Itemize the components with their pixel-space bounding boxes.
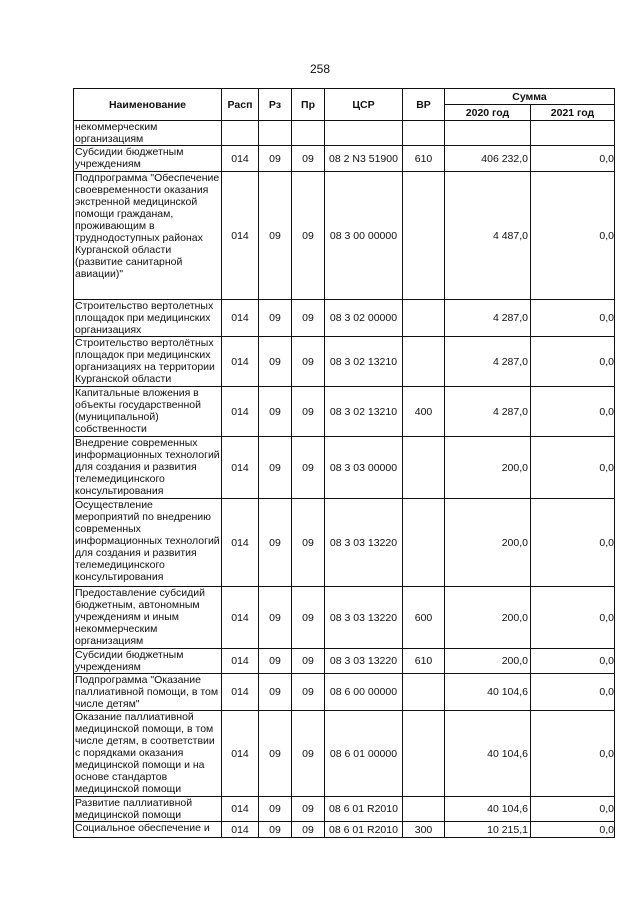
row-name: Капитальные вложения в объекты государственной (муниципальной) собственности bbox=[74, 387, 222, 437]
row-vr bbox=[403, 300, 445, 337]
row-name: Осуществление мероприятий по внедрению современных информационных технологий для создания и развития телемедицинского консультирования bbox=[74, 499, 222, 587]
row-rasp: 014 bbox=[222, 300, 259, 337]
row-rz: 09 bbox=[259, 587, 292, 649]
row-name: некоммерческим организациям bbox=[74, 121, 222, 146]
row-vr bbox=[403, 674, 445, 711]
table-row bbox=[74, 387, 615, 437]
row-vr: 600 bbox=[403, 587, 445, 649]
table-row bbox=[74, 146, 615, 172]
row-csr: 08 2 N3 51900 bbox=[325, 146, 403, 172]
row-sum-2021: 0,0 bbox=[531, 499, 615, 587]
row-rz: 09 bbox=[259, 649, 292, 674]
table-row bbox=[74, 337, 615, 387]
row-rz: 09 bbox=[259, 711, 292, 797]
row-vr bbox=[403, 172, 445, 300]
row-sum-2020: 200,0 bbox=[445, 437, 531, 499]
row-pr: 09 bbox=[292, 797, 325, 822]
row-csr: 08 6 01 R2010 bbox=[325, 797, 403, 822]
row-csr bbox=[325, 121, 403, 146]
table-row bbox=[74, 172, 615, 300]
row-sum-2021: 0,0 bbox=[531, 674, 615, 711]
row-rasp: 014 bbox=[222, 674, 259, 711]
row-rz: 09 bbox=[259, 499, 292, 587]
row-pr bbox=[292, 121, 325, 146]
table-row bbox=[74, 674, 615, 711]
row-rasp: 014 bbox=[222, 499, 259, 587]
row-name: Строительство вертолётных площадок при медицинских организациях на территории Курганской области bbox=[74, 337, 222, 387]
header-rasp: Расп bbox=[222, 89, 259, 121]
row-csr: 08 3 03 00000 bbox=[325, 437, 403, 499]
row-sum-2021 bbox=[531, 121, 615, 146]
row-csr: 08 6 00 00000 bbox=[325, 674, 403, 711]
row-name: Социальное обеспечение и bbox=[74, 822, 222, 838]
row-csr: 08 3 02 13210 bbox=[325, 337, 403, 387]
table-row bbox=[74, 499, 615, 587]
row-rz: 09 bbox=[259, 822, 292, 838]
budget-table bbox=[73, 88, 615, 838]
row-sum-2020: 4 287,0 bbox=[445, 387, 531, 437]
row-rz: 09 bbox=[259, 337, 292, 387]
row-name: Развитие паллиативной медицинской помощи bbox=[74, 797, 222, 822]
row-csr: 08 3 03 13220 bbox=[325, 649, 403, 674]
row-rasp: 014 bbox=[222, 587, 259, 649]
row-rz: 09 bbox=[259, 797, 292, 822]
row-rasp: 014 bbox=[222, 387, 259, 437]
row-vr: 610 bbox=[403, 146, 445, 172]
row-sum-2021: 0,0 bbox=[531, 146, 615, 172]
row-pr: 09 bbox=[292, 300, 325, 337]
row-name: Предоставление субсидий бюджетным, автономным учреждениям и иным некоммерческим организациям bbox=[74, 587, 222, 649]
row-name: Подпрограмма "Обеспечение своевременности оказания экстренной медицинской помощи гражданам, проживающим в труднодоступных районах Курганской области (развитие санитарной авиации)" bbox=[74, 172, 222, 300]
row-pr: 09 bbox=[292, 649, 325, 674]
table-row bbox=[74, 797, 615, 822]
row-sum-2021: 0,0 bbox=[531, 300, 615, 337]
row-sum-2021: 0,0 bbox=[531, 587, 615, 649]
table-row bbox=[74, 300, 615, 337]
header-csr: ЦСР bbox=[325, 89, 403, 121]
row-sum-2020 bbox=[445, 121, 531, 146]
row-pr: 09 bbox=[292, 146, 325, 172]
row-pr: 09 bbox=[292, 711, 325, 797]
row-pr: 09 bbox=[292, 499, 325, 587]
row-pr: 09 bbox=[292, 387, 325, 437]
row-vr bbox=[403, 711, 445, 797]
header-name: Наименование bbox=[74, 89, 222, 121]
row-pr: 09 bbox=[292, 437, 325, 499]
table-row bbox=[74, 649, 615, 674]
row-sum-2020: 4 487,0 bbox=[445, 172, 531, 300]
row-vr: 610 bbox=[403, 649, 445, 674]
row-sum-2020: 4 287,0 bbox=[445, 300, 531, 337]
row-rz bbox=[259, 121, 292, 146]
row-pr: 09 bbox=[292, 587, 325, 649]
row-sum-2020: 200,0 bbox=[445, 499, 531, 587]
row-vr bbox=[403, 337, 445, 387]
header-rz: Рз bbox=[259, 89, 292, 121]
row-csr: 08 3 02 13210 bbox=[325, 387, 403, 437]
row-rz: 09 bbox=[259, 437, 292, 499]
row-name: Субсидии бюджетным учреждениям bbox=[74, 146, 222, 172]
row-rz: 09 bbox=[259, 146, 292, 172]
row-name: Оказание паллиативной медицинской помощи, в том числе детям, в соответствии с порядками оказания медицинской помощи и на основе стандартов медицинской помощи bbox=[74, 711, 222, 797]
row-csr: 08 3 02 00000 bbox=[325, 300, 403, 337]
row-sum-2021: 0,0 bbox=[531, 172, 615, 300]
table-row bbox=[74, 587, 615, 649]
row-sum-2021: 0,0 bbox=[531, 711, 615, 797]
row-name: Подпрограмма "Оказание паллиативной помощи, в том числе детям" bbox=[74, 674, 222, 711]
row-vr bbox=[403, 499, 445, 587]
row-sum-2020: 4 287,0 bbox=[445, 337, 531, 387]
row-pr: 09 bbox=[292, 674, 325, 711]
row-sum-2020: 200,0 bbox=[445, 649, 531, 674]
row-rasp: 014 bbox=[222, 146, 259, 172]
row-csr: 08 3 03 13220 bbox=[325, 587, 403, 649]
row-sum-2020: 40 104,6 bbox=[445, 797, 531, 822]
row-pr: 09 bbox=[292, 822, 325, 838]
row-sum-2020: 40 104,6 bbox=[445, 711, 531, 797]
row-sum-2021: 0,0 bbox=[531, 822, 615, 838]
row-csr: 08 3 03 13220 bbox=[325, 499, 403, 587]
header-year-2020: 2020 год bbox=[445, 105, 531, 121]
row-sum-2021: 0,0 bbox=[531, 337, 615, 387]
row-vr: 300 bbox=[403, 822, 445, 838]
header-vr: ВР bbox=[403, 89, 445, 121]
row-rasp bbox=[222, 121, 259, 146]
table-row bbox=[74, 711, 615, 797]
row-csr: 08 6 01 00000 bbox=[325, 711, 403, 797]
row-rasp: 014 bbox=[222, 649, 259, 674]
row-pr: 09 bbox=[292, 172, 325, 300]
row-sum-2021: 0,0 bbox=[531, 649, 615, 674]
row-rz: 09 bbox=[259, 674, 292, 711]
row-rasp: 014 bbox=[222, 797, 259, 822]
row-sum-2020: 40 104,6 bbox=[445, 674, 531, 711]
row-csr: 08 3 00 00000 bbox=[325, 172, 403, 300]
row-rasp: 014 bbox=[222, 337, 259, 387]
row-rz: 09 bbox=[259, 172, 292, 300]
row-rz: 09 bbox=[259, 300, 292, 337]
row-rasp: 014 bbox=[222, 437, 259, 499]
row-pr: 09 bbox=[292, 337, 325, 387]
row-rasp: 014 bbox=[222, 822, 259, 838]
row-sum-2021: 0,0 bbox=[531, 387, 615, 437]
row-sum-2020: 10 215,1 bbox=[445, 822, 531, 838]
row-sum-2020: 200,0 bbox=[445, 587, 531, 649]
header-year-2021: 2021 год bbox=[531, 105, 615, 121]
row-rz: 09 bbox=[259, 387, 292, 437]
row-name: Строительство вертолетных площадок при медицинских организациях bbox=[74, 300, 222, 337]
row-vr: 400 bbox=[403, 387, 445, 437]
table-row bbox=[74, 822, 615, 838]
row-vr bbox=[403, 121, 445, 146]
row-sum-2020: 406 232,0 bbox=[445, 146, 531, 172]
header-pr: Пр bbox=[292, 89, 325, 121]
table-row bbox=[74, 437, 615, 499]
row-rasp: 014 bbox=[222, 711, 259, 797]
row-name: Субсидии бюджетным учреждениям bbox=[74, 649, 222, 674]
row-name: Внедрение современных информационных технологий для создания и развития телемедицинского консультирования bbox=[75, 437, 220, 497]
header-sum: Сумма bbox=[445, 89, 615, 105]
row-sum-2021: 0,0 bbox=[531, 797, 615, 822]
row-sum-2021: 0,0 bbox=[531, 437, 615, 499]
row-vr bbox=[403, 437, 445, 499]
row-csr: 08 6 01 R2010 bbox=[325, 822, 403, 838]
page-number: 258 bbox=[309, 62, 331, 76]
row-rasp: 014 bbox=[222, 172, 259, 300]
table-row bbox=[74, 121, 615, 146]
row-vr bbox=[403, 797, 445, 822]
